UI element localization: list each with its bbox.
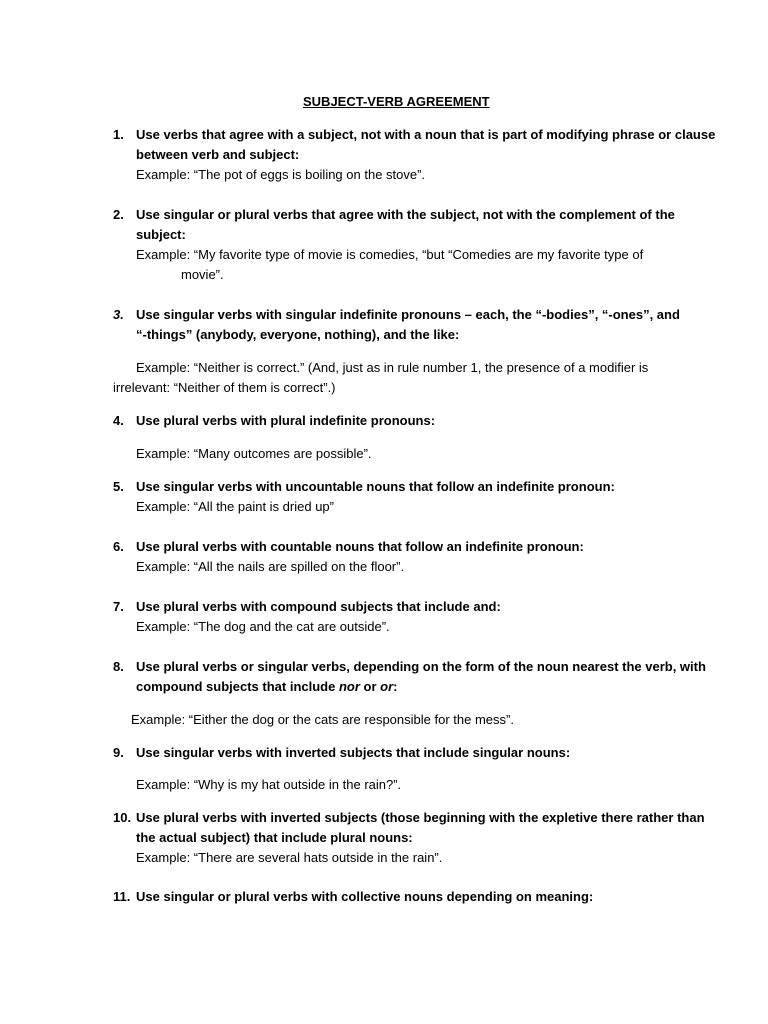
emphasis-nor: nor [338,679,360,694]
rule-6-text: Use plural verbs with countable nouns that follow an indefinite pronoun: [136,539,584,554]
rule-10-number: 10. [113,810,132,825]
rule-1-example: Example: “The pot of eggs is boiling on the stove”. [136,167,426,182]
rule-5-example: Example: “All the paint is dried up” [136,499,334,514]
rule-3-text: Use singular verbs with singular indefinite pronouns – each, the “-bodies”, “-ones”, and [136,307,680,322]
rule-2-number: 2. [113,207,124,222]
page-title: SUBJECT-VERB AGREEMENT [303,94,490,109]
rule-7-example: Example: “The dog and the cat are outside”. [136,619,390,634]
rule-2-text: subject: [136,227,186,242]
rule-9-number: 9. [113,745,124,760]
rule-1-number: 1. [113,127,124,142]
rule-3-number: 3. [113,307,124,322]
rule-7-text: Use plural verbs with compound subjects that include and: [136,599,501,614]
rule-2-example: movie”. [181,267,224,282]
rule-1-text: Use verbs that agree with a subject, not with a noun that is part of modifying phrase or clause [136,127,716,142]
rule-6-example: Example: “All the nails are spilled on the floor”. [136,559,405,574]
rule-8-text-line2: compound subjects that include nor or or: [136,679,398,694]
rule-8-number: 8. [113,659,124,674]
rule-5-number: 5. [113,479,124,494]
rule-4-number: 4. [113,413,124,428]
rule-4-example: Example: “Many outcomes are possible”. [136,446,372,461]
rule-4-text: Use plural verbs with plural indefinite pronouns: [136,413,436,428]
rule-1-text: between verb and subject: [136,147,300,162]
rule-8-example: Example: “Either the dog or the cats are responsible for the mess”. [131,712,514,727]
emphasis-or: or [380,679,394,694]
rule-10-example: Example: “There are several hats outside in the rain”. [136,850,443,865]
rule-3-example: irrelevant: “Neither of them is correct”.) [113,380,336,395]
rule-10-text: Use plural verbs with inverted subjects (those beginning with the expletive there rather than [136,810,705,825]
rule-3-example: Example: “Neither is correct.” (And, just as in rule number 1, the presence of a modifier is [136,360,649,375]
rule-9-text: Use singular verbs with inverted subjects that include singular nouns: [136,745,571,760]
rule-3-text: “-things” (anybody, everyone, nothing), and the like: [136,327,460,342]
rule-7-number: 7. [113,599,124,614]
rule-10-text: the actual subject) that include plural nouns: [136,830,413,845]
rule-5-text: Use singular verbs with uncountable nouns that follow an indefinite pronoun: [136,479,615,494]
rule-11-text: Use singular or plural verbs with collective nouns depending on meaning: [136,889,594,904]
rule-6-number: 6. [113,539,124,554]
rule-11-number: 11. [113,889,131,904]
rule-8-text: Use plural verbs or singular verbs, depending on the form of the noun nearest the verb, with [136,659,706,674]
rule-2-example: Example: “My favorite type of movie is comedies, “but “Comedies are my favorite type of [136,247,644,262]
rule-2-text: Use singular or plural verbs that agree with the subject, not with the complement of the [136,207,675,222]
rule-9-example: Example: “Why is my hat outside in the rain?”. [136,777,402,792]
